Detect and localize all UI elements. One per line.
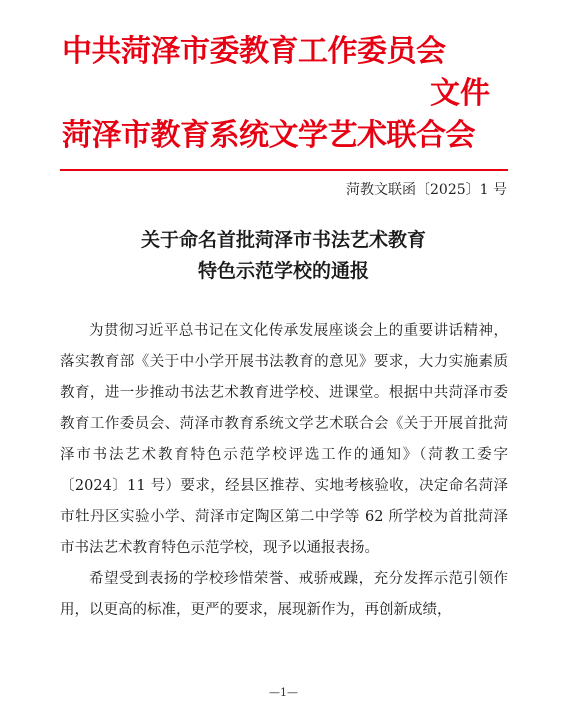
document-title-line-2: 特色示范学校的通报 — [197, 260, 369, 282]
document-number: 菏教文联函〔2025〕1 号 — [346, 182, 507, 198]
document-word: 文件 — [430, 76, 490, 111]
body-paragraph-2: 希望受到表扬的学校珍惜荣誉、戒骄戒躁，充分发挥示范引领作用，以更高的标准，更严的要求，展现新作为，再创新成绩， — [60, 571, 508, 618]
body-paragraph-1: 为贯彻习近平总书记在文化传承发展座谈会上的重要讲话精神，落实教育部《关于中小学开展书法教育的意见》要求，大力实施素质教育，进一步推动书法艺术教育进学校、进课堂。根据中共菏泽市委教育工作委员会、菏泽市教育系统文学艺术联合会《关于开展首批菏泽市书法艺术教育特色示范学校评选工作的通知》（菏教工委字〔2024〕11 号）要求，经县区推荐、实地考核验收，决定命名菏泽市牡丹区实验小学、菏泽市定陶区第二中学等 62 所学校为首批菏泽市书法艺术教育特色示范学校，现予以通报表扬。 — [60, 323, 508, 556]
document-body — [60, 316, 508, 626]
page-number: —1— — [269, 686, 298, 699]
document-title-line-1: 关于命名首批菏泽市书法艺术教育 — [140, 229, 426, 251]
red-header-rule — [60, 169, 508, 171]
issuing-org-line-2: 菏泽市教育系统文学艺术联合会 — [62, 118, 475, 153]
issuing-org-line-1: 中共菏泽市委教育工作委员会 — [62, 34, 446, 69]
